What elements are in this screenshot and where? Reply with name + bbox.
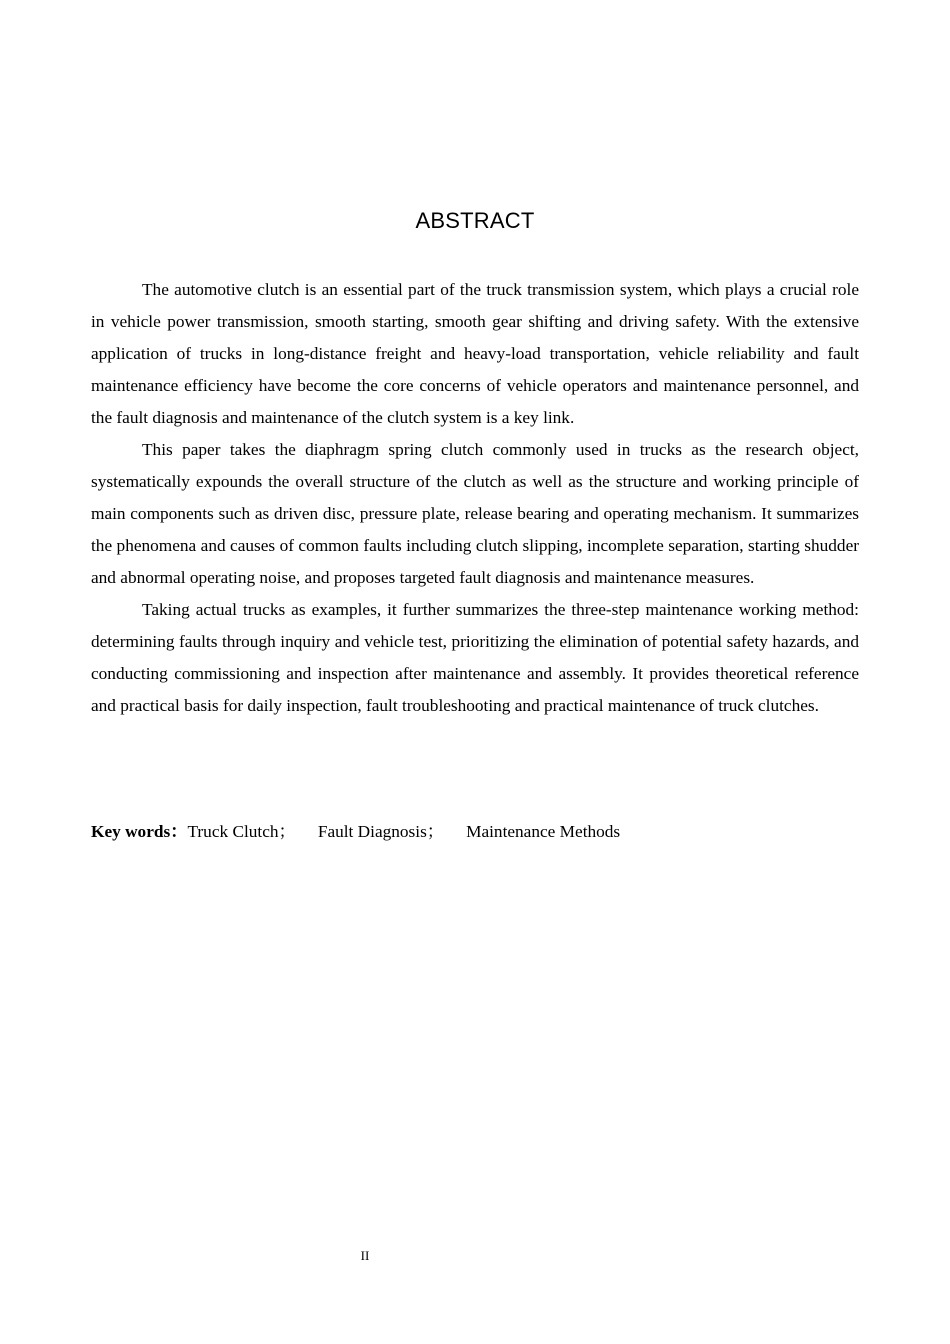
abstract-body	[91, 274, 859, 722]
keyword-item: Truck Clutch；	[187, 822, 296, 841]
keyword-item: Maintenance Methods	[466, 822, 621, 841]
abstract-paragraph-2: This paper takes the diaphragm spring clutch commonly used in trucks as the research object, systematically expounds the overall structure of the clutch as well as the structure and working principle of main components such as driven disc, pressure plate, release bearing and operating mechanism. It summarizes the phenomena and causes of common faults including clutch slipping, incomplete separation, starting shudder and abnormal operating noise, and proposes targeted fault diagnosis and maintenance measures.	[91, 440, 859, 587]
abstract-title: ABSTRACT	[415, 208, 535, 233]
keyword-item: Fault Diagnosis；	[317, 822, 445, 841]
abstract-paragraph-1: The automotive clutch is an essential part of the truck transmission system, which plays a crucial role in vehicle power transmission, smooth starting, smooth gear shifting and driving safety. With the extensive application of trucks in long-distance freight and heavy-load transportation, vehicle reliability and fault maintenance efficiency have become the core concerns of vehicle operators and maintenance personnel, and the fault diagnosis and maintenance of the clutch system is a key link.	[91, 280, 859, 427]
abstract-paragraph-3: Taking actual trucks as examples, it further summarizes the three-step maintenance working method: determining faults through inquiry and vehicle test, prioritizing the elimination of potential safety hazards, and conducting commissioning and inspection after maintenance and assembly. It provides theoretical reference and practical basis for daily inspection, fault troubleshooting and practical maintenance of truck clutches.	[91, 600, 859, 715]
keywords-label: Key words：	[91, 822, 188, 841]
keywords-line	[91, 816, 859, 848]
page-number: II	[360, 1248, 370, 1263]
